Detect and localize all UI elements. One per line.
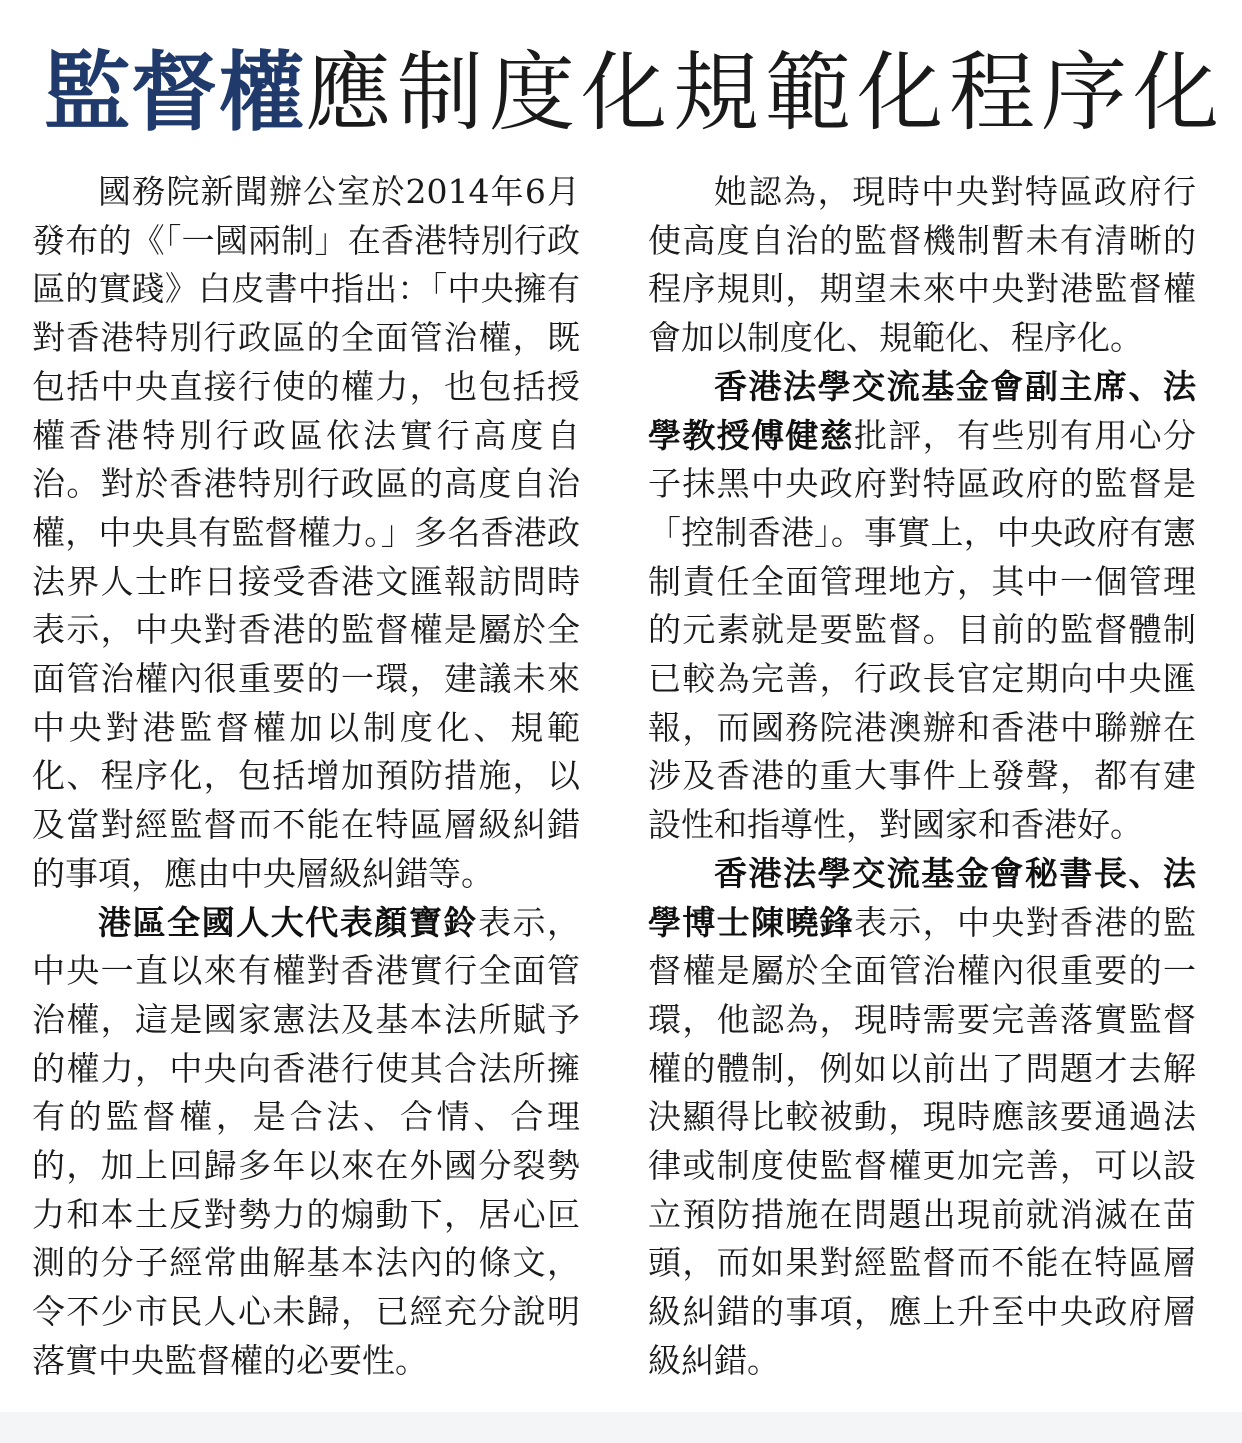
article-right-column — [648, 168, 1196, 1386]
page-bottom-margin — [0, 1412, 1242, 1443]
paragraph — [32, 168, 580, 899]
headline — [44, 38, 1225, 148]
headline-rest: 應制度化規範化程序化 — [305, 43, 1225, 143]
paragraph — [648, 850, 1196, 1386]
paragraph-text: 批評，有些別有用心分子抹黑中央政府對特區政府的監督是「控制香港」。事實上，中央政府有憲制責任全面管理地方，其中一個管理的元素就是要監督。目前的監督體制已較為完善，行政長官定期向中央匯報，而國務院港澳辦和香港中聯辦在涉及香港的重大事件上發聲，都有建設性和指導性，對國家和香港好。 — [648, 415, 1197, 845]
speaker-name: 香港法學交流基金會副主席、法學教授傅健慈 — [648, 366, 1196, 455]
paragraph — [648, 363, 1196, 850]
speaker-name: 香港法學交流基金會秘書長、法學博士陳曉鋒 — [648, 853, 1196, 942]
paragraph-text: 表示，中央一直以來有權對香港實行全面管治權，這是國家憲法及基本法所賦予的權力，中央向香港行使其合法所擁有的監督權，是合法、合情、合理的，加上回歸多年以來在外國分裂勢力和本土反對勢力的煽動下，居心叵測的分子經常曲解基本法內的條文，令不少市民人心未歸，已經充分說明落實中央監督權的必要性。 — [32, 902, 581, 1380]
paragraph-text: 表示，中央對香港的監督權是屬於全面管治權內很重要的一環，他認為，現時需要完善落實監督權的體制，例如以前出了問題才去解決顯得比較被動，現時應該要通過法律或制度使監督權更加完善，可以設立預防措施在問題出現前就消滅在苗頭，而如果對經監督而不能在特區層級糾錯的事項，應上升至中央政府層級糾錯。 — [648, 902, 1197, 1380]
paragraph-text: 國務院新聞辦公室於2014年6月發布的《「一國兩制」在香港特別行政區的實踐》白皮書中指出：「中央擁有對香港特別行政區的全面管治權，既包括中央直接行使的權力，也包括授權香港特別行政區依法實行高度自治。對於香港特別行政區的高度自治權，中央具有監督權力。」多名香港政法界人士昨日接受香港文匯報訪問時表示，中央對香港的監督權是屬於全面管治權內很重要的一環，建議未來中央對港監督權加以制度化、規範化、程序化，包括增加預防措施，以及當對經監督而不能在特區層級糾錯的事項，應由中央層級糾錯等。 — [32, 172, 580, 893]
paragraph — [32, 899, 580, 1386]
paragraph — [648, 168, 1196, 363]
paragraph-text: 她認為，現時中央對特區政府行使高度自治的監督機制暫未有清晰的程序規則，期望未來中央對港監督權會加以制度化、規範化、程序化。 — [648, 172, 1196, 358]
article-left-column — [32, 168, 580, 1386]
headline-emphasis: 監督權 — [44, 43, 305, 143]
speaker-name: 港區全國人大代表顏寶鈴 — [98, 902, 478, 942]
